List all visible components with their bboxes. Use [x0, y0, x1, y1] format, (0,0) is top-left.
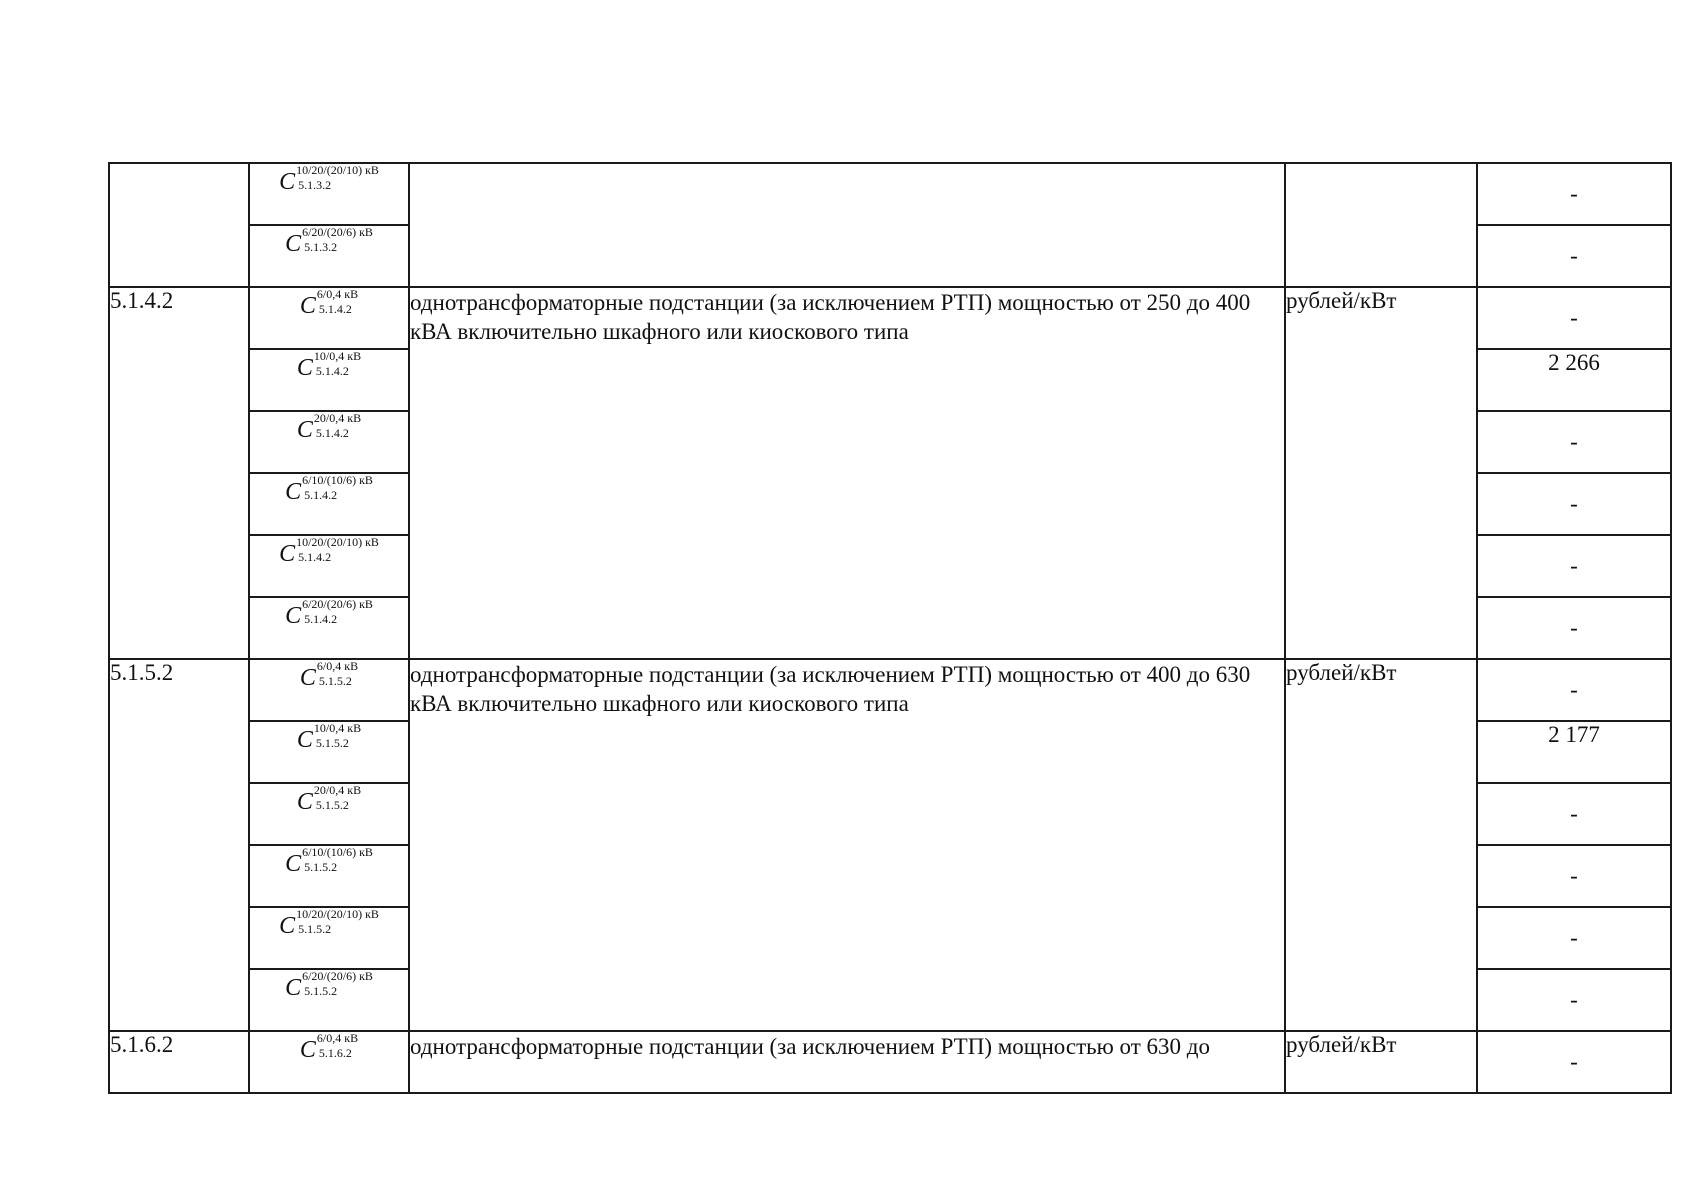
rate-value: -: [1477, 1031, 1671, 1093]
symbol-superscript: 10/20/(20/10) кВ: [296, 907, 379, 921]
rate-symbol: [249, 659, 409, 721]
rate-symbol: [249, 1031, 409, 1093]
symbol-subscript: 5.1.5.2: [298, 922, 332, 936]
section-unit: рублей/кВт: [1285, 659, 1477, 1031]
symbol-superscript: 10/0,4 кВ: [313, 349, 362, 363]
table-row: [109, 287, 1671, 349]
symbol-letter: C: [296, 355, 313, 381]
symbol-letter: C: [299, 1037, 316, 1063]
rate-symbol: [249, 535, 409, 597]
rate-value: -: [1477, 969, 1671, 1031]
rate-value: -: [1477, 411, 1671, 473]
symbol-superscript: 6/20/(20/6) кВ: [302, 225, 373, 239]
symbol-letter: C: [285, 603, 302, 629]
table-row: [109, 1031, 1671, 1093]
symbol-subscript: 5.1.4.2: [315, 426, 349, 440]
symbol-subscript: 5.1.5.2: [315, 736, 349, 750]
rate-value: 2 266: [1477, 349, 1671, 411]
symbol-subscript: 5.1.4.2: [304, 612, 338, 626]
symbol-letter: C: [285, 975, 302, 1001]
symbol-superscript: 10/20/(20/10) кВ: [296, 163, 379, 177]
section-code: 5.1.5.2: [109, 659, 249, 1031]
rate-symbol: [249, 721, 409, 783]
rate-symbol: [249, 969, 409, 1031]
symbol-subscript: 5.1.5.2: [318, 674, 352, 688]
symbol-superscript: 20/0,4 кВ: [313, 783, 362, 797]
section-unit: рублей/кВт: [1285, 1031, 1477, 1093]
section-code: 5.1.6.2: [109, 1031, 249, 1093]
rate-symbol: [249, 597, 409, 659]
rate-symbol: [249, 907, 409, 969]
section-description: однотрансформаторные подстанции (за исключением РТП) мощностью от 630 до: [409, 1031, 1285, 1093]
symbol-superscript: 20/0,4 кВ: [313, 411, 362, 425]
rate-value: -: [1477, 535, 1671, 597]
symbol-subscript: 5.1.5.2: [304, 984, 338, 998]
section-unit: [1285, 163, 1477, 287]
symbol-letter: C: [296, 727, 313, 753]
section-description: [409, 163, 1285, 287]
symbol-superscript: 6/10/(10/6) кВ: [302, 473, 373, 487]
rate-value: -: [1477, 163, 1671, 225]
section-code: [109, 163, 249, 287]
rate-symbol: [249, 349, 409, 411]
symbol-subscript: 5.1.4.2: [318, 302, 352, 316]
rate-value: -: [1477, 907, 1671, 969]
symbol-superscript: 10/0,4 кВ: [313, 721, 362, 735]
rate-value: -: [1477, 783, 1671, 845]
symbol-subscript: 5.1.5.2: [315, 798, 349, 812]
symbol-letter: C: [299, 665, 316, 691]
symbol-superscript: 6/20/(20/6) кВ: [302, 597, 373, 611]
tariff-table: [108, 162, 1672, 1094]
rate-value: -: [1477, 845, 1671, 907]
symbol-letter: C: [299, 293, 316, 319]
rate-symbol: [249, 163, 409, 225]
rate-symbol: [249, 473, 409, 535]
tariff-table-body: [109, 163, 1671, 1093]
symbol-letter: C: [279, 169, 296, 195]
rate-value: -: [1477, 225, 1671, 287]
symbol-subscript: 5.1.4.2: [315, 364, 349, 378]
table-row: [109, 163, 1671, 225]
symbol-superscript: 6/0,4 кВ: [316, 287, 359, 301]
section-description: однотрансформаторные подстанции (за исключением РТП) мощностью от 400 до 630 кВА включительно шкафного или киоскового типа: [409, 659, 1285, 1031]
rate-value: -: [1477, 473, 1671, 535]
symbol-letter: C: [279, 913, 296, 939]
symbol-letter: C: [285, 479, 302, 505]
section-description: однотрансформаторные подстанции (за исключением РТП) мощностью от 250 до 400 кВА включительно шкафного или киоскового типа: [409, 287, 1285, 659]
symbol-letter: C: [279, 541, 296, 567]
rate-value: 2 177: [1477, 721, 1671, 783]
symbol-letter: C: [285, 851, 302, 877]
symbol-subscript: 5.1.4.2: [304, 488, 338, 502]
symbol-subscript: 5.1.4.2: [298, 550, 332, 564]
symbol-superscript: 6/0,4 кВ: [316, 1031, 359, 1045]
section-code: 5.1.4.2: [109, 287, 249, 659]
rate-symbol: [249, 411, 409, 473]
rate-value: -: [1477, 597, 1671, 659]
symbol-subscript: 5.1.6.2: [318, 1046, 352, 1060]
symbol-subscript: 5.1.3.2: [298, 178, 332, 192]
symbol-subscript: 5.1.3.2: [304, 240, 338, 254]
symbol-letter: C: [285, 231, 302, 257]
symbol-subscript: 5.1.5.2: [304, 860, 338, 874]
section-unit: рублей/кВт: [1285, 287, 1477, 659]
rate-symbol: [249, 845, 409, 907]
symbol-superscript: 6/10/(10/6) кВ: [302, 845, 373, 859]
rate-value: -: [1477, 287, 1671, 349]
symbol-letter: C: [296, 417, 313, 443]
table-row: [109, 659, 1671, 721]
rate-symbol: [249, 783, 409, 845]
rate-symbol: [249, 225, 409, 287]
symbol-superscript: 6/20/(20/6) кВ: [302, 969, 373, 983]
symbol-letter: C: [296, 789, 313, 815]
rate-value: -: [1477, 659, 1671, 721]
rate-symbol: [249, 287, 409, 349]
symbol-superscript: 6/0,4 кВ: [316, 659, 359, 673]
symbol-superscript: 10/20/(20/10) кВ: [296, 535, 379, 549]
